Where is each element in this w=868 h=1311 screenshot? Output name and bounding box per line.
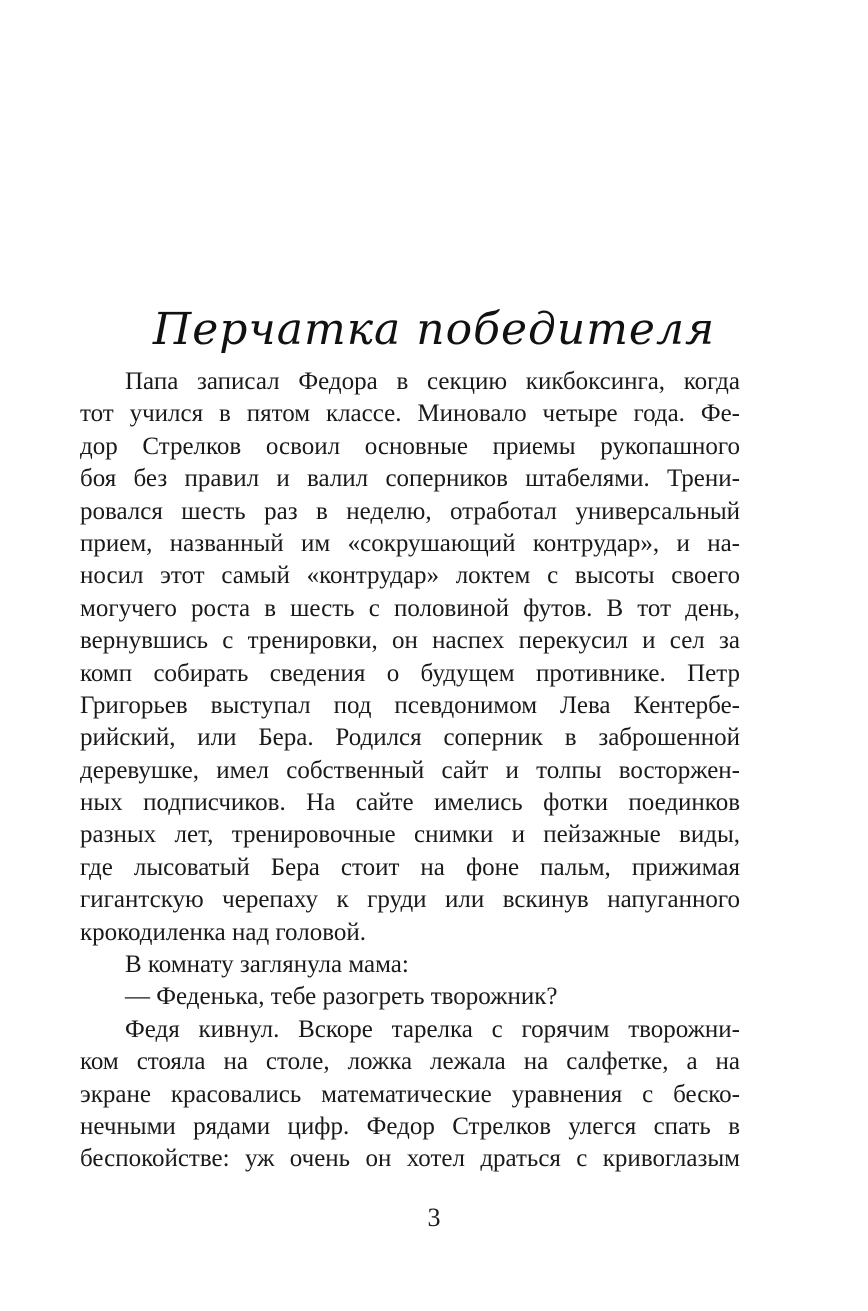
text-line: Григорьев выступал под псевдонимом Лева Кентербе- [80,691,740,719]
text-line: прием, названный им «сокрушающий контрудар», и на- [80,529,740,557]
body-text [80,366,740,1176]
text-line: где лысоватый Бера стоит на фоне пальм, прижимая [80,853,740,881]
text-line: боя без правил и валил соперников штабелями. Трени- [80,465,740,493]
text-line: носил этот самый «контрудар» локтем с высоты своего [80,562,740,590]
text-line: могучего роста в шесть с половиной футов. В тот день, [80,594,740,622]
text-line: деревушке, имел собственный сайт и толпы восторжен- [80,756,740,784]
dialogue-line: — Феденька, тебе разогреть творожник? [125,983,558,1011]
text-line: комп собирать сведения о будущем противнике. Петр [80,659,740,687]
text-line: ком стояла на столе, ложка лежала на салфетке, а на [80,1048,740,1076]
text-line: экране красовались математические уравнения с беско- [80,1080,740,1108]
text-line: дор Стрелков освоил основные приемы рукопашного [80,432,740,460]
text-line: В комнату заглянула мама: [125,951,409,979]
text-line: крокодиленка над головой. [80,918,366,946]
text-line: Папа записал Федора в секцию кикбоксинга, когда [125,368,740,395]
text-line: беспокойстве: уж очень он хотел драться с кривоглазым [80,1145,740,1173]
text-line: гигантскую черепаху к груди или вскинув напуганного [80,886,740,914]
text-line: ровался шесть раз в неделю, отработал универсальный [80,497,740,525]
text-line: Федя кивнул. Вскоре тарелка с горячим творожни- [125,1015,740,1043]
text-line: ных подписчиков. На сайте имелись фотки поединков [80,789,740,817]
text-line: вернувшись с тренировки, он наспех перекусил и сел за [80,627,740,655]
text-line: нечными рядами цифр. Федор Стрелков улегся спать в [80,1112,740,1140]
text-line: рийский, или Бера. Родился соперник в заброшенной [80,724,740,752]
chapter-title: Перчатка победителя [152,304,716,355]
page-number: 3 [427,1203,441,1232]
text-line: тот учился в пятом классе. Миновало четыре года. Фе- [80,400,740,428]
text-line: разных лет, тренировочные снимки и пейзажные виды, [80,821,740,849]
